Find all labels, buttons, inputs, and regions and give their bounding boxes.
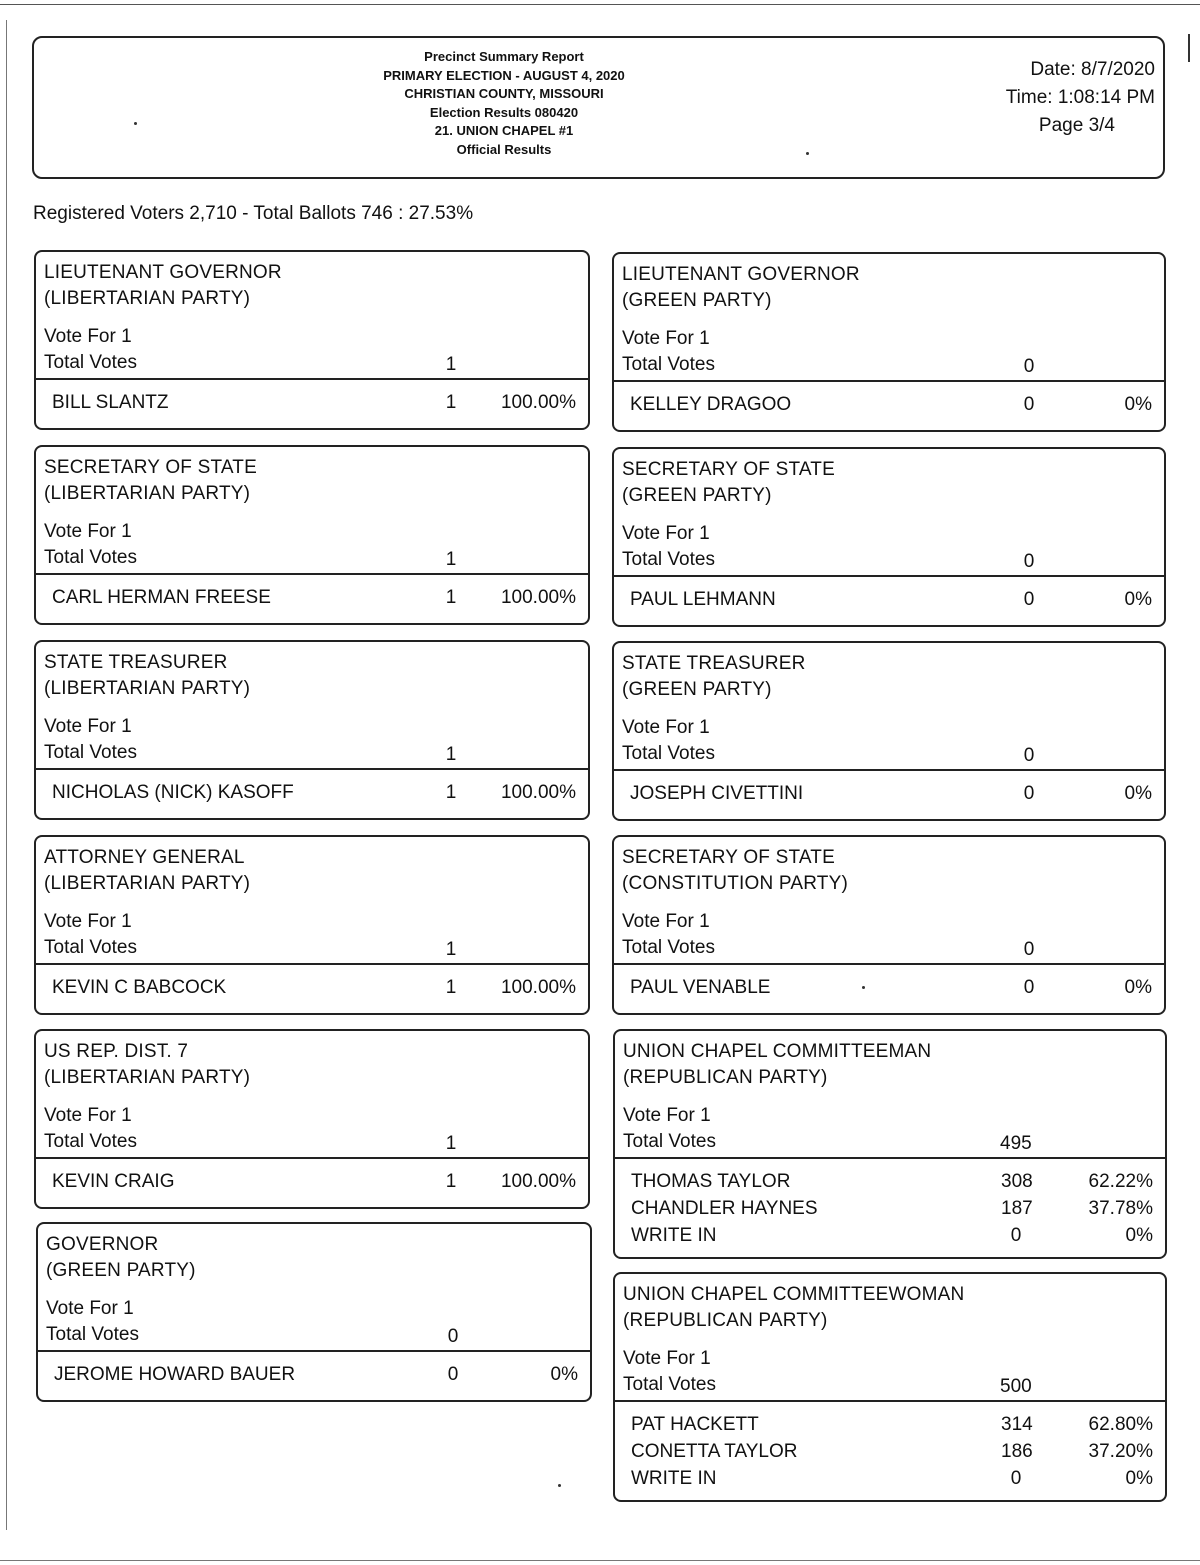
- candidate-percent: 100.00%: [500, 1171, 576, 1192]
- candidate-row: [52, 587, 576, 614]
- candidate-row: [52, 392, 576, 419]
- candidate-name: PAUL LEHMANN: [630, 589, 776, 610]
- contest-divider: [36, 378, 588, 380]
- candidate-name: WRITE IN: [631, 1468, 717, 1489]
- candidate-percent: 0%: [1124, 977, 1152, 998]
- contest-party: (REPUBLICAN PARTY): [623, 1067, 828, 1088]
- candidate-votes: 0: [447, 1364, 459, 1385]
- contest-attorney-general-libertarian-party: [34, 835, 590, 1015]
- report-title: Precinct Summary Report: [424, 49, 584, 64]
- contest-office: LIEUTENANT GOVERNOR: [622, 264, 860, 285]
- total-votes-value: 1: [445, 939, 457, 960]
- total-votes-value: 1: [445, 744, 457, 765]
- contest-divider: [36, 963, 588, 965]
- total-votes-value: 0: [1023, 551, 1035, 572]
- contest-title: [44, 260, 282, 312]
- contest-office: UNION CHAPEL COMMITTEEWOMAN: [623, 1284, 965, 1305]
- report-header: [32, 36, 1165, 179]
- candidate-row: [631, 1468, 1153, 1495]
- candidate-name: KEVIN CRAIG: [52, 1171, 175, 1192]
- total-votes-label: Total Votes: [622, 937, 715, 958]
- candidate-votes: 1: [445, 587, 457, 608]
- candidate-row: [52, 1171, 576, 1198]
- contest-title: [622, 262, 860, 314]
- candidate-percent: 37.20%: [1088, 1441, 1153, 1462]
- contest-title: [622, 651, 806, 703]
- candidate-name: NICHOLAS (NICK) KASOFF: [52, 782, 294, 803]
- page-top-edge: [0, 4, 1200, 5]
- scan-speck: [134, 122, 137, 125]
- precinct-name: 21. UNION CHAPEL #1: [434, 123, 574, 138]
- candidate-percent: 0%: [1125, 1225, 1153, 1246]
- contest-office: GOVERNOR: [46, 1234, 159, 1255]
- election-results-id: Election Results 080420: [429, 104, 579, 120]
- official-results-label: Official Results: [456, 141, 552, 157]
- page-number: Page 3/4: [1038, 115, 1115, 136]
- county-name: CHRISTIAN COUNTY, MISSOURI: [404, 86, 604, 101]
- contest-party: (LIBERTARIAN PARTY): [44, 873, 251, 894]
- candidate-votes: 314: [1001, 1414, 1033, 1435]
- vote-for-label: Vote For 1: [46, 1298, 134, 1319]
- vote-for-label: Vote For 1: [44, 1105, 132, 1126]
- contest-party: (LIBERTARIAN PARTY): [44, 678, 251, 699]
- vote-for-label: Vote For 1: [44, 911, 132, 932]
- contest-party: (GREEN PARTY): [622, 485, 772, 506]
- scan-speck: [806, 152, 809, 155]
- candidate-votes: 187: [1001, 1198, 1033, 1219]
- contest-office: SECRETARY OF STATE: [44, 457, 257, 478]
- total-votes-value: 500: [1000, 1376, 1032, 1397]
- contest-party: (LIBERTARIAN PARTY): [44, 483, 251, 504]
- contest-party: (CONSTITUTION PARTY): [622, 873, 849, 894]
- candidate-row: [630, 977, 1152, 1004]
- candidate-row: [631, 1198, 1153, 1225]
- scan-speck: [558, 1484, 561, 1487]
- contest-office: ATTORNEY GENERAL: [44, 847, 245, 868]
- total-votes-value: 0: [1023, 745, 1035, 766]
- contest-secretary-of-state-green-party: [612, 447, 1166, 627]
- candidate-row: [631, 1441, 1153, 1468]
- contest-divider: [36, 573, 588, 575]
- candidate-row: [54, 1364, 578, 1391]
- candidate-row: [631, 1225, 1153, 1252]
- vote-for-label: Vote For 1: [44, 326, 132, 347]
- total-votes-value: 1: [445, 549, 457, 570]
- total-votes-value: 0: [447, 1326, 459, 1347]
- total-votes-label: Total Votes: [44, 1131, 137, 1152]
- vote-for-label: Vote For 1: [622, 523, 710, 544]
- contest-title: [46, 1232, 196, 1284]
- contest-title: [44, 1039, 250, 1091]
- candidate-percent: 37.78%: [1088, 1198, 1153, 1219]
- contest-title: [622, 845, 848, 897]
- candidate-percent: 0%: [1125, 1468, 1153, 1489]
- vote-for-label: Vote For 1: [622, 717, 710, 738]
- candidate-votes: 1: [445, 977, 457, 998]
- contest-title: [623, 1039, 931, 1091]
- scan-speck: [862, 986, 865, 989]
- contest-office: SECRETARY OF STATE: [622, 847, 835, 868]
- contest-office: LIEUTENANT GOVERNOR: [44, 262, 282, 283]
- candidate-percent: 100.00%: [500, 587, 576, 608]
- contest-secretary-of-state-constitution-party: [612, 835, 1166, 1015]
- candidate-votes: 0: [1010, 1225, 1022, 1246]
- candidate-name: KEVIN C BABCOCK: [52, 977, 227, 998]
- total-votes-label: Total Votes: [622, 549, 715, 570]
- scan-edge-mark: [1188, 34, 1190, 62]
- candidate-row: [631, 1171, 1153, 1198]
- page-bottom-edge: [0, 1560, 1200, 1561]
- report-meta: [935, 56, 1155, 140]
- contest-union-chapel-committeewoman-republican-party: [613, 1272, 1167, 1502]
- candidate-name: CHANDLER HAYNES: [631, 1198, 818, 1219]
- candidate-votes: 1: [445, 1171, 457, 1192]
- candidate-name: WRITE IN: [631, 1225, 717, 1246]
- contest-state-treasurer-green-party: [612, 641, 1166, 821]
- total-votes-value: 1: [445, 1133, 457, 1154]
- candidate-name: CONETTA TAYLOR: [631, 1441, 798, 1462]
- total-votes-label: Total Votes: [623, 1374, 716, 1395]
- contest-secretary-of-state-libertarian-party: [34, 445, 590, 625]
- candidate-votes: 0: [1023, 394, 1035, 415]
- total-votes-label: Total Votes: [44, 742, 137, 763]
- candidate-row: [52, 977, 576, 1004]
- contest-party: (GREEN PARTY): [622, 679, 772, 700]
- contest-title: [44, 845, 250, 897]
- candidate-percent: 0%: [1124, 589, 1152, 610]
- total-votes-label: Total Votes: [622, 354, 715, 375]
- total-votes-label: Total Votes: [44, 547, 137, 568]
- total-votes-value: 0: [1023, 356, 1035, 377]
- contest-party: (GREEN PARTY): [46, 1260, 196, 1281]
- contest-office: SECRETARY OF STATE: [622, 459, 835, 480]
- candidate-row: [52, 782, 576, 809]
- candidate-percent: 100.00%: [500, 977, 576, 998]
- page-left-edge: [6, 20, 7, 1530]
- candidate-name: JEROME HOWARD BAUER: [54, 1364, 296, 1385]
- contest-title: [622, 457, 835, 509]
- contest-governor-green-party: [36, 1222, 592, 1402]
- candidate-votes: 0: [1010, 1468, 1022, 1489]
- candidate-percent: 100.00%: [500, 782, 576, 803]
- contest-state-treasurer-libertarian-party: [34, 640, 590, 820]
- contest-title: [44, 650, 250, 702]
- candidate-name: JOSEPH CIVETTINI: [630, 783, 804, 804]
- candidate-row: [630, 783, 1152, 810]
- candidate-votes: 0: [1023, 589, 1035, 610]
- contest-office: US REP. DIST. 7: [44, 1041, 189, 1062]
- contest-title: [44, 455, 257, 507]
- candidate-percent: 0%: [1124, 394, 1152, 415]
- total-votes-value: 1: [445, 354, 457, 375]
- candidate-name: KELLEY DRAGOO: [630, 394, 792, 415]
- vote-for-label: Vote For 1: [44, 716, 132, 737]
- candidate-row: [630, 394, 1152, 421]
- candidate-votes: 186: [1001, 1441, 1033, 1462]
- contest-divider: [36, 1157, 588, 1159]
- total-votes-label: Total Votes: [44, 352, 137, 373]
- candidate-name: PAT HACKETT: [631, 1414, 759, 1435]
- candidate-percent: 0%: [1124, 783, 1152, 804]
- contest-lieutenant-governor-libertarian-party: [34, 250, 590, 430]
- contest-divider: [615, 1400, 1165, 1402]
- candidate-percent: 62.22%: [1088, 1171, 1153, 1192]
- election-name: PRIMARY ELECTION - AUGUST 4, 2020: [383, 67, 625, 83]
- contest-title: [623, 1282, 964, 1334]
- candidate-percent: 62.80%: [1088, 1414, 1153, 1435]
- contest-union-chapel-committeeman-republican-party: [613, 1029, 1167, 1259]
- contest-office: STATE TREASURER: [622, 653, 806, 674]
- contest-party: (LIBERTARIAN PARTY): [44, 1067, 251, 1088]
- vote-for-label: Vote For 1: [622, 911, 710, 932]
- report-time: Time: 1:08:14 PM: [1005, 87, 1155, 108]
- candidate-row: [631, 1414, 1153, 1441]
- contest-office: UNION CHAPEL COMMITTEEMAN: [623, 1041, 932, 1062]
- candidate-name: CARL HERMAN FREESE: [52, 587, 271, 608]
- vote-for-label: Vote For 1: [623, 1105, 711, 1126]
- registered-voters-summary: Registered Voters 2,710 - Total Ballots 746 : 27.53%: [33, 203, 474, 224]
- candidate-row: [630, 589, 1152, 616]
- contest-divider: [615, 1157, 1165, 1159]
- vote-for-label: Vote For 1: [623, 1348, 711, 1369]
- contest-us-rep-dist-7-libertarian-party: [34, 1029, 590, 1209]
- contest-party: (REPUBLICAN PARTY): [623, 1310, 828, 1331]
- candidate-votes: 1: [445, 782, 457, 803]
- candidate-votes: 0: [1023, 977, 1035, 998]
- contest-party: (GREEN PARTY): [622, 290, 772, 311]
- contest-divider: [38, 1350, 590, 1352]
- contest-divider: [614, 380, 1164, 382]
- contest-divider: [614, 575, 1164, 577]
- candidate-name: PAUL VENABLE: [630, 977, 771, 998]
- contest-divider: [614, 769, 1164, 771]
- candidate-votes: 0: [1023, 783, 1035, 804]
- candidate-percent: 100.00%: [500, 392, 576, 413]
- total-votes-label: Total Votes: [623, 1131, 716, 1152]
- contest-lieutenant-governor-green-party: [612, 252, 1166, 432]
- candidate-percent: 0%: [550, 1364, 578, 1385]
- total-votes-label: Total Votes: [44, 937, 137, 958]
- vote-for-label: Vote For 1: [622, 328, 710, 349]
- total-votes-value: 495: [1000, 1133, 1032, 1154]
- candidate-votes: 308: [1001, 1171, 1033, 1192]
- vote-for-label: Vote For 1: [44, 521, 132, 542]
- total-votes-label: Total Votes: [622, 743, 715, 764]
- contest-office: STATE TREASURER: [44, 652, 228, 673]
- candidate-name: THOMAS TAYLOR: [631, 1171, 791, 1192]
- contest-party: (LIBERTARIAN PARTY): [44, 288, 251, 309]
- total-votes-value: 0: [1023, 939, 1035, 960]
- report-date: Date: 8/7/2020: [1030, 59, 1155, 80]
- total-votes-label: Total Votes: [46, 1324, 139, 1345]
- candidate-votes: 1: [445, 392, 457, 413]
- candidate-name: BILL SLANTZ: [52, 392, 169, 413]
- contest-divider: [614, 963, 1164, 965]
- report-header-center: [334, 48, 674, 159]
- contest-divider: [36, 768, 588, 770]
